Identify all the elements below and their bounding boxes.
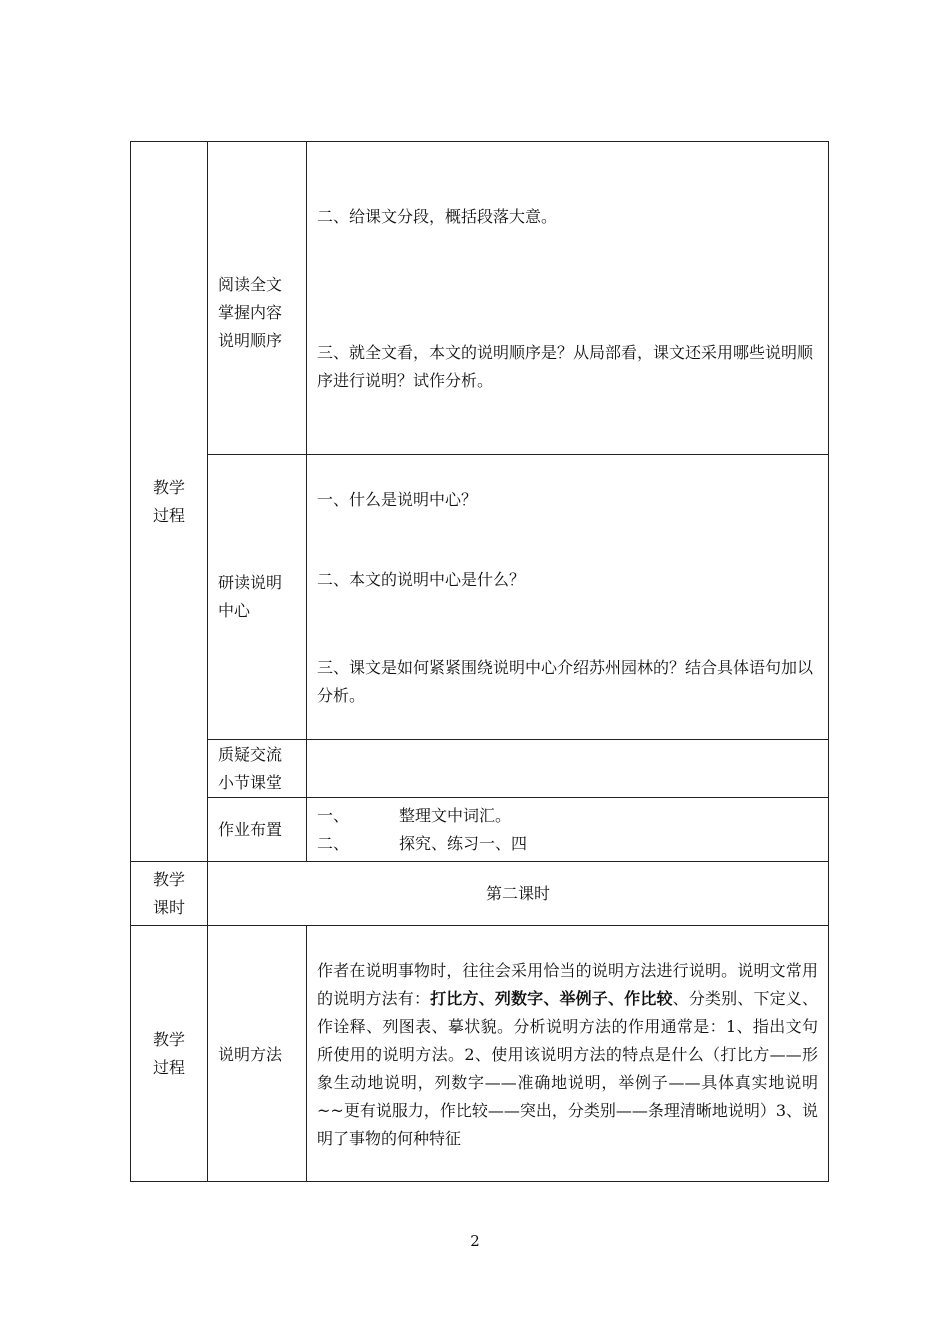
discuss-content	[307, 740, 829, 798]
period-value: 第二课时	[208, 862, 829, 926]
emphasis-term: 打比方	[430, 988, 479, 1008]
period-label: 教学 课时	[131, 862, 208, 926]
study-q2: 二、本文的说明中心是什么？	[317, 570, 526, 589]
table-row	[131, 862, 829, 926]
table-row	[131, 798, 829, 862]
table-row	[131, 455, 829, 740]
page-number: 2	[470, 1232, 480, 1250]
method-content: 作者在说明事物时，往往会采用恰当的说明方法进行说明。说明文常用的说明方法有：打比方、列数字、举例子、作比较、分类别、下定义、作诠释、列图表、摹状貌。分析说明方法的作用通常是：1、指出文句所使用的说明方法。2、使用该说明方法的特点是什么（打比方——形象生动地说明，列数字——准确地说明，举例子——具体真实地说明~~更有说服力，作比较——突出，分类别——条理清晰地说明）3、说明了事物的何种特征	[307, 926, 829, 1182]
row-label-reading: 阅读全文 掌握内容 说明顺序	[208, 142, 307, 455]
study-content	[307, 455, 829, 740]
reading-q3: 三、就全文看，本文的说明顺序是？从局部看，课文还采用哪些说明顺序进行说明？试作分析。	[317, 343, 814, 390]
section-cell: 教学 过程	[131, 142, 208, 862]
lesson-plan-table	[130, 141, 829, 1182]
row-label-method: 说明方法	[208, 926, 307, 1182]
table-row	[131, 926, 829, 1182]
emphasis-term: 举例子	[559, 988, 608, 1008]
reading-content	[307, 142, 829, 455]
emphasis-term: 作比较	[624, 988, 673, 1008]
section-cell: 教学 过程	[131, 926, 208, 1182]
table-row	[131, 740, 829, 798]
study-q3: 三、课文是如何紧紧围绕说明中心介绍苏州园林的？结合具体语句加以分析。	[317, 658, 814, 705]
row-label-discuss: 质疑交流 小节课堂	[208, 740, 307, 798]
row-label-study: 研读说明 中心	[208, 455, 307, 740]
study-q1: 一、什么是说明中心？	[317, 490, 478, 509]
table-row	[131, 142, 829, 455]
reading-q2: 二、给课文分段，概括段落大意。	[317, 207, 558, 226]
row-label-homework: 作业布置	[208, 798, 307, 862]
homework-content	[307, 798, 829, 862]
homework-item: 二、 探究、练习一、四	[317, 833, 528, 853]
homework-item: 一、 整理文中词汇。	[317, 805, 512, 825]
emphasis-term: 列数字	[494, 988, 544, 1008]
